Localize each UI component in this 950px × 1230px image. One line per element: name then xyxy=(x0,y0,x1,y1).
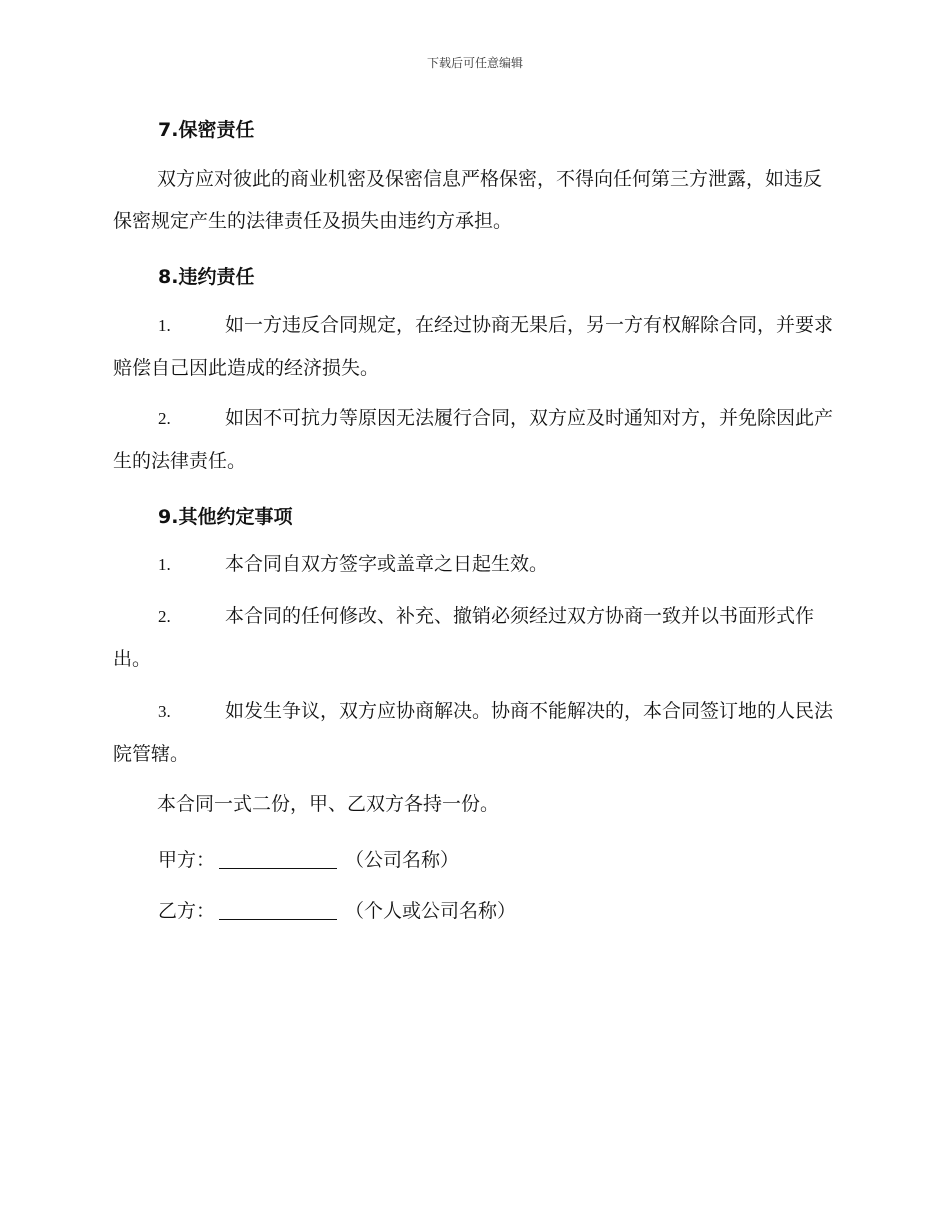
party-b-note: （个人或公司名称） xyxy=(345,900,517,922)
section-9-item-1 xyxy=(113,543,835,586)
item-number: 1. xyxy=(158,555,171,574)
section-9-heading: 9.其他约定事项 xyxy=(158,506,293,528)
item-number: 2. xyxy=(158,607,171,626)
item-text: 本合同自双方签字或盖章之日起生效。 xyxy=(225,553,549,575)
party-a-blank xyxy=(219,849,337,869)
section-9-item-3 xyxy=(113,690,835,775)
party-b-blank xyxy=(219,900,337,920)
section-9-item-2 xyxy=(113,595,835,680)
section-8-heading: 8.违约责任 xyxy=(158,266,255,288)
party-b-label: 乙方： xyxy=(158,900,216,922)
party-a-note: （公司名称） xyxy=(345,849,460,871)
party-b-signature-line xyxy=(158,896,516,923)
item-text: 如一方违反合同规定，在经过协商无果后，另一方有权解除合同，并要求赔偿自己因此造成的经济损失。 xyxy=(113,314,834,379)
closing-statement: 本合同一式二份，甲、乙双方各持一份。 xyxy=(157,793,500,815)
party-a-signature-line xyxy=(158,845,459,872)
section-7-body: 双方应对彼此的商业机密及保密信息严格保密，不得向任何第三方泄露，如违反保密规定产生的法律责任及损失由违约方承担。 xyxy=(113,168,823,232)
section-8-item-2 xyxy=(113,397,835,482)
item-number: 2. xyxy=(158,409,171,428)
item-number: 1. xyxy=(158,316,171,335)
item-text: 本合同的任何修改、补充、撤销必须经过双方协商一致并以书面形式作出。 xyxy=(113,605,815,670)
section-7-heading: 7.保密责任 xyxy=(158,119,255,141)
page-header: 下载后可任意编辑 xyxy=(426,56,523,70)
section-8-item-1 xyxy=(113,304,835,389)
item-text: 如发生争议，双方应协商解决。协商不能解决的，本合同签订地的人民法院管辖。 xyxy=(113,700,834,765)
item-text: 如因不可抗力等原因无法履行合同，双方应及时通知对方，并免除因此产生的法律责任。 xyxy=(113,407,834,472)
item-number: 3. xyxy=(158,702,171,721)
party-a-label: 甲方： xyxy=(158,849,216,871)
